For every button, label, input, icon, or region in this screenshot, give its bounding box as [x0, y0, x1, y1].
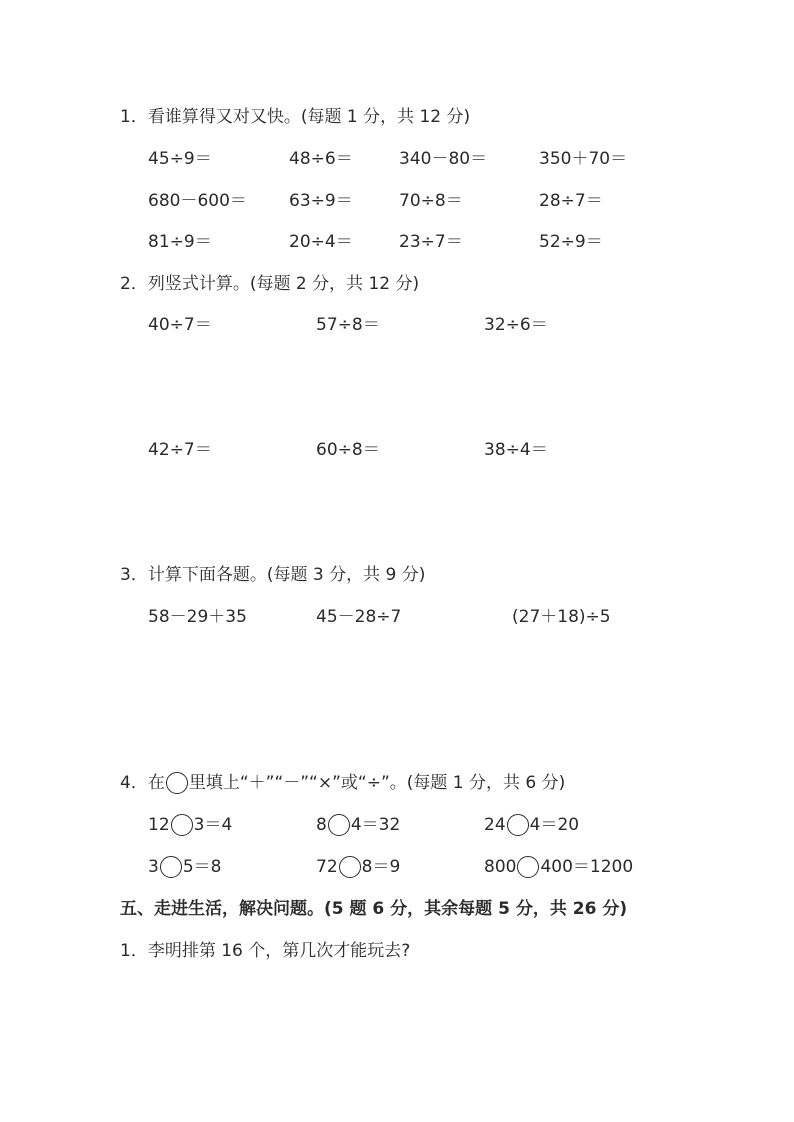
q4-left-operand: 12	[148, 815, 170, 835]
q1-expr-r2c4: 28÷7＝	[539, 191, 603, 211]
q4-left-operand: 24	[484, 815, 506, 835]
q2-expr-r1c2: 57÷8＝	[316, 315, 380, 335]
q4-title-suffix: 里填上“＋”“－”“×”或“÷”。(每题 1 分，共 6 分)	[188, 773, 566, 793]
q1-expr-r1c1: 45÷9＝	[148, 149, 212, 169]
q4-expr-r2c2	[316, 856, 400, 878]
section5-q1: 1．李明排第 16 个，第几次才能玩去?	[120, 941, 411, 961]
q4-expr-r1c3	[484, 814, 579, 836]
q1-expr-r3c4: 52÷9＝	[539, 232, 603, 252]
q4-left-operand: 8	[316, 815, 327, 835]
operator-circle-input[interactable]	[507, 814, 529, 836]
q4-right-part: 8＝9	[361, 857, 401, 877]
q4-left-operand: 800	[484, 857, 517, 877]
q4-left-operand: 72	[316, 857, 338, 877]
q2-expr-r2c2: 60÷8＝	[316, 440, 380, 460]
q1-expr-r3c1: 81÷9＝	[148, 232, 212, 252]
blank-circle-icon	[166, 772, 188, 794]
q4-expr-r1c2	[316, 814, 400, 836]
q4-expr-r1c1	[148, 814, 232, 836]
q2-expr-r2c1: 42÷7＝	[148, 440, 212, 460]
q4-right-part: 4＝32	[350, 815, 401, 835]
q2-title: 2．列竖式计算。(每题 2 分，共 12 分)	[120, 274, 420, 294]
q1-expr-r3c3: 23÷7＝	[399, 232, 463, 252]
q2-expr-r1c1: 40÷7＝	[148, 315, 212, 335]
q4-right-part: 3＝4	[193, 815, 233, 835]
q4-right-part: 4＝20	[529, 815, 580, 835]
operator-circle-input[interactable]	[339, 856, 361, 878]
q4-title	[120, 772, 565, 794]
operator-circle-input[interactable]	[160, 856, 182, 878]
q4-left-operand: 3	[148, 857, 159, 877]
operator-circle-input[interactable]	[328, 814, 350, 836]
q4-title-prefix: 4．在	[120, 773, 165, 793]
q4-expr-r2c1	[148, 856, 221, 878]
q3-expr-1: 58－29＋35	[148, 607, 247, 627]
q1-expr-r1c4: 350＋70＝	[539, 149, 628, 169]
q1-expr-r2c1: 680－600＝	[148, 191, 247, 211]
q3-title: 3．计算下面各题。(每题 3 分，共 9 分)	[120, 565, 426, 585]
q4-right-part: 400＝1200	[540, 857, 634, 877]
q1-expr-r1c2: 48÷6＝	[289, 149, 353, 169]
q2-expr-r1c3: 32÷6＝	[484, 315, 548, 335]
q1-expr-r2c3: 70÷8＝	[399, 191, 463, 211]
q3-expr-3: (27＋18)÷5	[512, 607, 611, 627]
q2-expr-r2c3: 38÷4＝	[484, 440, 548, 460]
q4-expr-r2c3	[484, 856, 633, 878]
operator-circle-input[interactable]	[171, 814, 193, 836]
q1-expr-r1c3: 340－80＝	[399, 149, 488, 169]
section5-title: 五、走进生活，解决问题。(5 题 6 分，其余每题 5 分，共 26 分)	[120, 899, 628, 919]
q1-expr-r3c2: 20÷4＝	[289, 232, 353, 252]
q1-expr-r2c2: 63÷9＝	[289, 191, 353, 211]
q3-expr-2: 45－28÷7	[316, 607, 402, 627]
operator-circle-input[interactable]	[517, 856, 539, 878]
q1-title: 1．看谁算得又对又快。(每题 1 分，共 12 分)	[120, 107, 471, 127]
q4-right-part: 5＝8	[182, 857, 222, 877]
